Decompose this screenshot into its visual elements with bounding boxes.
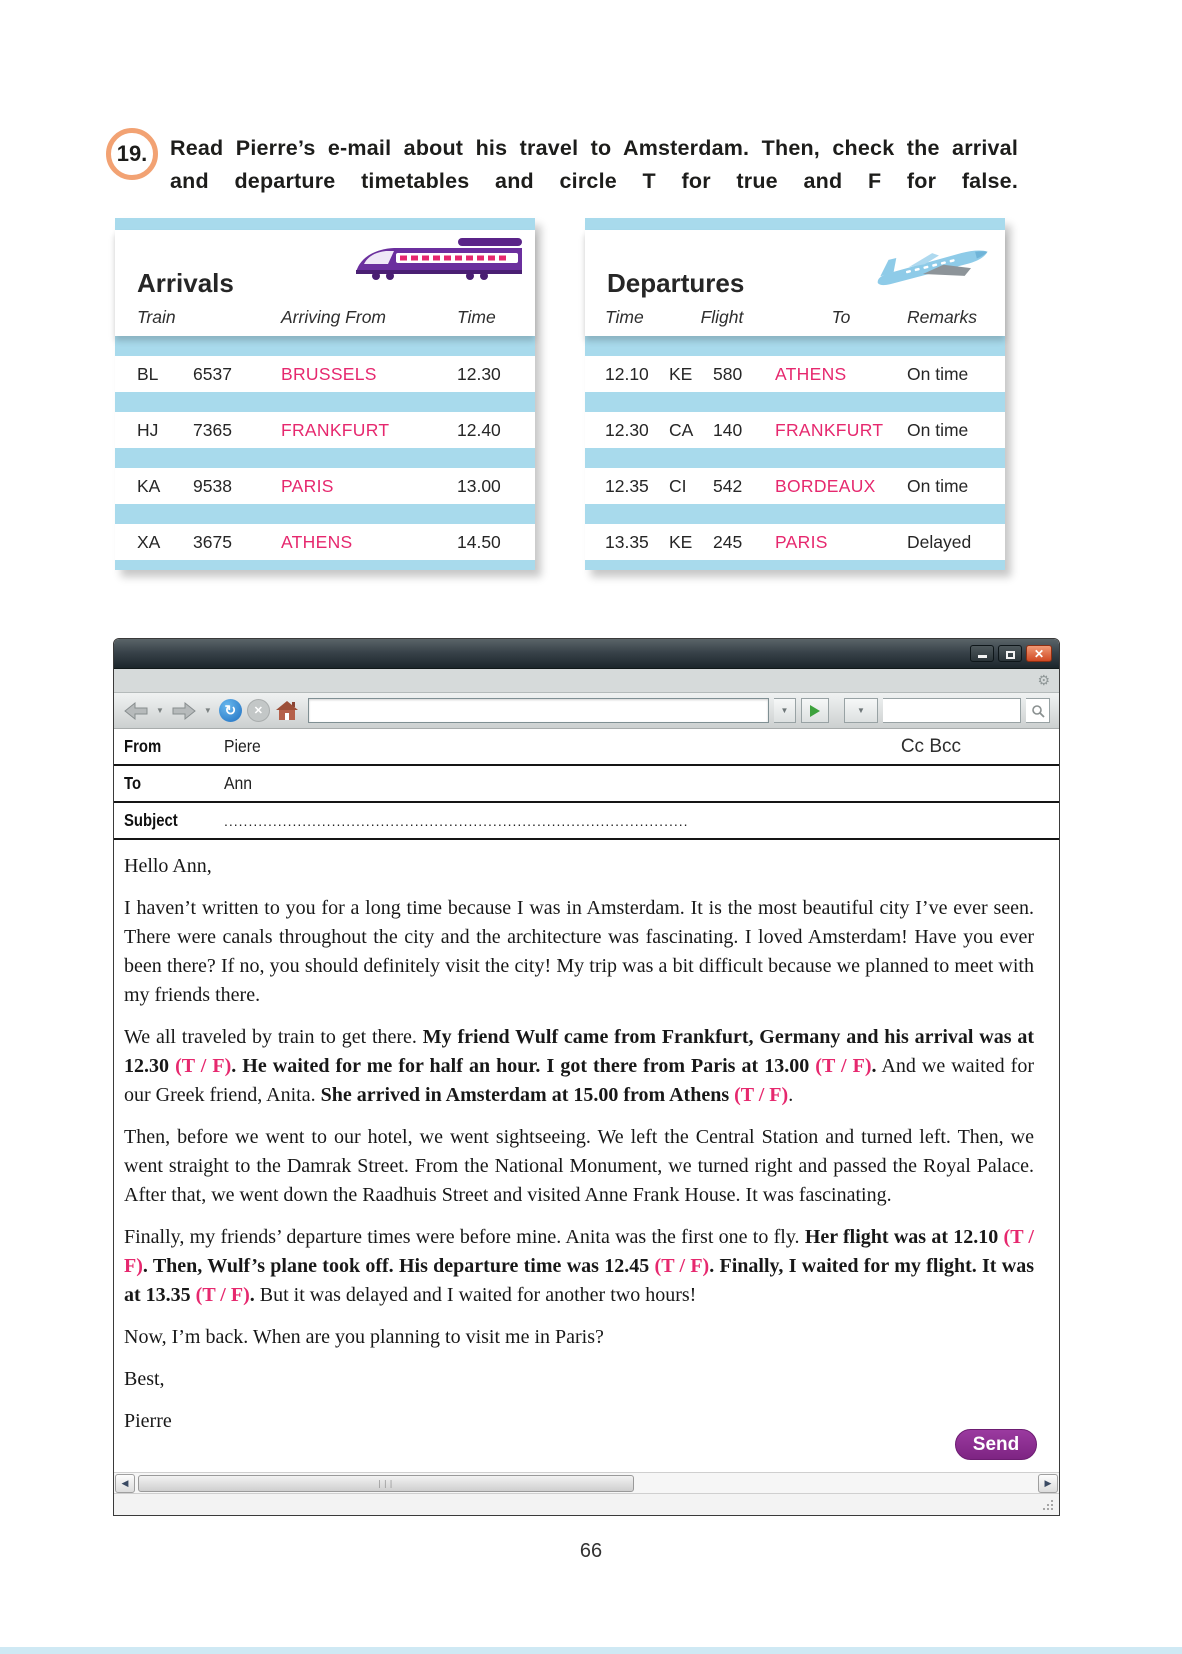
arriving-from-city: BRUSSELS: [281, 363, 377, 384]
email-client-window: [113, 638, 1060, 1516]
from-value[interactable]: Piere: [224, 736, 261, 756]
departures-table: [585, 218, 1005, 570]
text-segment: Finally, my friends’ departure times were before mine. Anita was the first one to fly.: [124, 1226, 805, 1248]
arrival-time: 12.30: [457, 363, 501, 384]
remarks: On time: [907, 363, 969, 384]
text-segment: She arrived in Amsterdam at 15.00 from Athens: [320, 1084, 735, 1106]
arriving-from-city: FRANKFURT: [281, 419, 390, 440]
email-paragraph: [124, 1365, 1034, 1394]
text-segment: But it was delayed and I waited for another two hours!: [254, 1284, 697, 1306]
maximize-icon: [1006, 651, 1015, 659]
train-code: KA: [137, 475, 161, 496]
text-segment: . Then, Wulf’s plane took off. His departure time was 12.45: [142, 1255, 655, 1277]
stop-icon: ✕: [253, 705, 263, 717]
departure-time: 13.35: [605, 531, 649, 552]
true-false-choice[interactable]: (T / F): [195, 1284, 250, 1306]
send-button[interactable]: Send: [955, 1429, 1037, 1460]
browser-toolbar: [114, 693, 1059, 729]
train-number: 6537: [193, 363, 232, 384]
flight-code: CA: [669, 419, 694, 440]
destination-city: PARIS: [775, 531, 828, 552]
text-segment: . Finally, I waited for my flight. It was at 13.35: [124, 1255, 1034, 1306]
true-false-choice[interactable]: (T / F): [654, 1255, 710, 1277]
minimize-icon: [978, 655, 987, 658]
true-false-choice[interactable]: (T / F): [734, 1084, 789, 1106]
train-number: 3675: [193, 531, 232, 552]
search-engine-dropdown[interactable]: ▼: [844, 698, 878, 723]
address-bar-input[interactable]: [308, 698, 769, 723]
column-header-remarks: Remarks: [907, 307, 978, 327]
scrollbar-grip-icon: |||: [377, 1478, 395, 1488]
email-paragraph: [124, 894, 1034, 1010]
from-label: From: [124, 736, 162, 756]
window-titlebar: [114, 639, 1059, 669]
destination-city: BORDEAUX: [775, 475, 876, 496]
email-paragraph: [124, 1023, 1034, 1110]
forward-dropdown-caret[interactable]: ▼: [203, 706, 212, 715]
destination-city: FRANKFURT: [775, 419, 884, 440]
email-paragraph: [124, 1223, 1034, 1310]
remarks: Delayed: [907, 531, 972, 552]
back-arrow-icon: [123, 701, 149, 721]
departure-time: 12.30: [605, 419, 649, 440]
column-header-to: To: [831, 307, 851, 327]
minimize-button[interactable]: [970, 645, 994, 662]
subject-label: Subject: [124, 810, 178, 830]
flight-code: KE: [669, 531, 693, 552]
table-row: [115, 356, 535, 392]
column-header-time: Time: [457, 307, 496, 327]
text-segment: .: [871, 1055, 877, 1077]
to-field-row: [114, 766, 1059, 803]
table-row: [585, 412, 1005, 448]
text-segment: I haven’t written to you for a long time because I was in Amsterdam. It is the most beautiful city I’ve ever seen. There were canals throughout the city and the architecture was fascinating. I loved Amsterdam! Have you ever been there? If no, you should definitely visit the city! My trip was a bit difficult because we planned to meet with my friends there.: [124, 897, 1034, 1006]
departures-header: [585, 230, 1005, 336]
train-code: BL: [137, 363, 159, 384]
arriving-from-city: PARIS: [281, 475, 334, 496]
email-paragraph: [124, 1407, 1034, 1436]
window-menu-strip: [114, 669, 1059, 693]
maximize-button[interactable]: [998, 645, 1022, 662]
scroll-left-button[interactable]: ◀: [115, 1474, 135, 1493]
back-button[interactable]: [123, 701, 149, 721]
column-header-time: Time: [605, 307, 644, 327]
text-segment: .: [249, 1284, 255, 1306]
departure-time: 12.10: [605, 363, 649, 384]
flight-number: 580: [713, 363, 743, 384]
arrivals-title: Arrivals: [137, 268, 234, 298]
to-value[interactable]: Ann: [224, 773, 253, 793]
forward-arrow-icon: [171, 701, 197, 721]
page-number: 66: [579, 1540, 603, 1562]
table-row: [115, 468, 535, 504]
departures-rows: [585, 356, 1005, 560]
address-dropdown-button[interactable]: ▼: [774, 698, 796, 723]
search-icon: [1031, 704, 1045, 718]
true-false-choice[interactable]: (T / F): [815, 1055, 872, 1077]
refresh-icon: ↻: [224, 702, 237, 718]
column-header-flight: Flight: [700, 307, 744, 327]
stop-button[interactable]: [247, 699, 270, 722]
departures-title: Departures: [607, 268, 745, 298]
cc-bcc-links[interactable]: Cc Bcc: [900, 735, 961, 757]
train-code: XA: [137, 531, 161, 552]
horizontal-scrollbar: [114, 1472, 1059, 1493]
flight-number: 542: [713, 475, 743, 496]
train-code: HJ: [137, 419, 159, 440]
table-row: [585, 468, 1005, 504]
flight-number: 245: [713, 531, 743, 552]
arrival-time: 12.40: [457, 419, 501, 440]
from-field-row: [114, 729, 1059, 766]
scrollbar-thumb[interactable]: [138, 1475, 634, 1492]
email-body: [114, 840, 1059, 1472]
home-button[interactable]: [275, 700, 299, 721]
scroll-right-button[interactable]: ▶: [1038, 1474, 1058, 1493]
text-segment: We all traveled by train to get there.: [124, 1026, 423, 1048]
table-row: [585, 524, 1005, 560]
arrival-time: 14.50: [457, 531, 501, 552]
text-segment: Pierre: [124, 1410, 172, 1432]
flight-code: KE: [669, 363, 693, 384]
back-dropdown-caret[interactable]: ▼: [156, 706, 164, 715]
column-header-train: Train: [137, 307, 176, 327]
text-segment: Hello Ann,: [124, 855, 212, 877]
arriving-from-city: ATHENS: [281, 531, 353, 552]
departures-column-headers: [585, 307, 1005, 328]
table-row: [585, 356, 1005, 392]
scrollbar-track[interactable]: [136, 1474, 1037, 1493]
text-segment: .: [788, 1084, 794, 1106]
go-icon: [810, 705, 820, 717]
arrivals-rows: [115, 356, 535, 560]
column-header-arriving-from: Arriving From: [281, 307, 387, 327]
text-segment: And we waited for our Greek friend, Anita.: [124, 1055, 1034, 1106]
text-segment: My friend Wulf came from Frankfurt, Germany and his arrival was at 12.30: [124, 1026, 1034, 1077]
resize-grip-icon[interactable]: [1041, 1498, 1055, 1512]
exercise-number-badge: 19.: [106, 128, 158, 180]
text-segment: . He waited for me for half an hour. I got there from Paris at 13.00: [231, 1055, 816, 1077]
subject-value[interactable]: ...............................................................................................: [224, 812, 689, 829]
subject-field-row: [114, 803, 1059, 840]
exercise-instruction: Read Pierre’s e-mail about his travel to Amsterdam. Then, check the arrival and departure timetables and circle T for true and F for false.: [170, 136, 1018, 193]
remarks: On time: [907, 475, 969, 496]
train-number: 9538: [193, 475, 232, 496]
table-row: [115, 412, 535, 448]
destination-city: ATHENS: [775, 363, 847, 384]
close-icon: ✕: [1033, 646, 1045, 661]
departure-time: 12.35: [605, 475, 649, 496]
true-false-choice[interactable]: (T / F): [124, 1226, 1034, 1277]
search-input[interactable]: [883, 698, 1021, 723]
text-segment: Best,: [124, 1368, 165, 1390]
flight-number: 140: [713, 419, 743, 440]
text-segment: Her flight was at 12.10: [804, 1226, 1004, 1248]
arrivals-table: [115, 218, 535, 570]
arrival-time: 13.00: [457, 475, 501, 496]
to-label: To: [124, 773, 142, 793]
page-edge-strip: [0, 1647, 1182, 1654]
airplane-icon: [865, 236, 995, 299]
close-button[interactable]: [1026, 645, 1052, 662]
train-number: 7365: [193, 419, 232, 440]
search-button[interactable]: [1026, 698, 1050, 723]
table-row: [115, 524, 535, 560]
email-paragraph: [124, 1123, 1034, 1210]
email-paragraph: [124, 1323, 1034, 1352]
email-paragraphs: [124, 852, 1034, 1436]
forward-button[interactable]: [171, 701, 197, 721]
window-statusbar: [114, 1493, 1059, 1515]
home-icon: [275, 700, 299, 721]
arrivals-column-headers: [115, 307, 535, 328]
flight-code: CI: [669, 475, 687, 496]
text-segment: Now, I’m back. When are you planning to visit me in Paris?: [124, 1326, 604, 1348]
gear-icon[interactable]: ⚙: [1037, 672, 1050, 688]
email-paragraph: [124, 852, 1034, 881]
train-icon: [350, 236, 525, 287]
remarks: On time: [907, 419, 969, 440]
exercise-header: [106, 122, 1018, 198]
go-button[interactable]: [801, 698, 829, 723]
text-segment: Then, before we went to our hotel, we went sightseeing. We left the Central Station and turned left. Then, we went straight to the Damrak Street. From the National Monument, we turned right and passed the Royal Palace. After that, we went down the Raadhuis Street and visited Anne Frank House. It was fascinating.: [124, 1126, 1034, 1206]
arrivals-header: [115, 230, 535, 336]
true-false-choice[interactable]: (T / F): [175, 1055, 232, 1077]
refresh-button[interactable]: [219, 699, 242, 722]
